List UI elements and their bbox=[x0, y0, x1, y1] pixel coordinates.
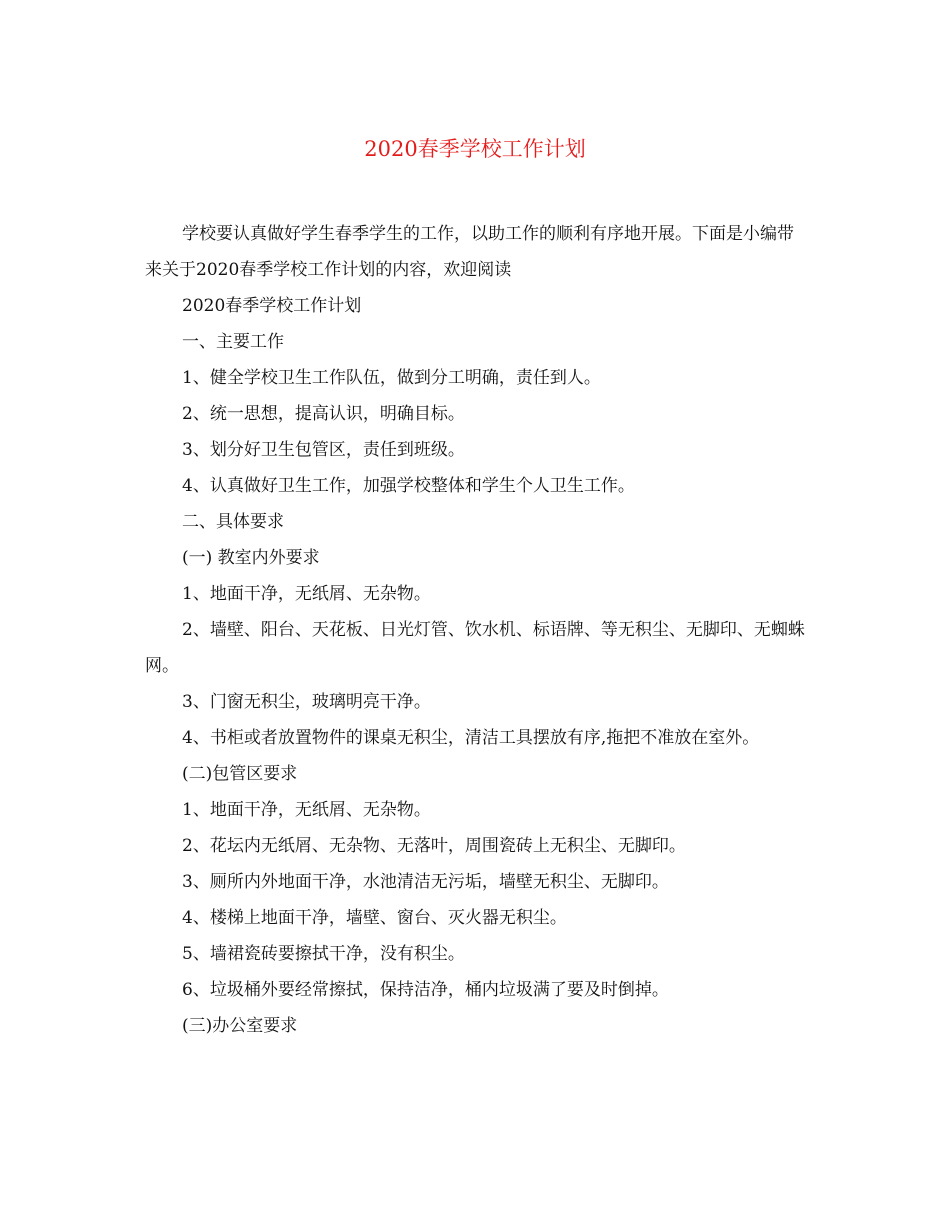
subsection-heading-area: (二)包管区要求 bbox=[182, 764, 298, 784]
list-item: 1、健全学校卫生工作队伍，做到分工明确，责任到人。 bbox=[182, 368, 601, 388]
list-item: 4、书柜或者放置物件的课桌无积尘，清洁工具摆放有序,拖把不准放在室外。 bbox=[182, 728, 760, 748]
list-item: 2、墙壁、阳台、天花板、日光灯管、饮水机、标语牌、等无积尘、无脚印、无蜘蛛网。 bbox=[145, 620, 805, 676]
list-item: 3、门窗无积尘，玻璃明亮干净。 bbox=[182, 692, 431, 712]
section-heading-requirements: 二、具体要求 bbox=[182, 512, 284, 532]
list-item: 6、垃圾桶外要经常擦拭，保持洁净，桶内垃圾满了要及时倒掉。 bbox=[182, 980, 669, 1000]
subsection-heading-office: (三)办公室要求 bbox=[182, 1016, 298, 1036]
document-body bbox=[145, 216, 805, 1044]
subtitle-paragraph: 2020春季学校工作计划 bbox=[182, 296, 362, 316]
list-item: 4、认真做好卫生工作，加强学校整体和学生个人卫生工作。 bbox=[182, 476, 635, 496]
section-heading-main-work: 一、主要工作 bbox=[182, 332, 284, 352]
list-item: 3、厕所内外地面干净，水池清洁无污垢，墙壁无积尘、无脚印。 bbox=[182, 872, 669, 892]
list-item: 5、墙裙瓷砖要擦拭干净，没有积尘。 bbox=[182, 944, 465, 964]
list-item: 3、划分好卫生包管区，责任到班级。 bbox=[182, 440, 465, 460]
list-item: 2、统一思想，提高认识，明确目标。 bbox=[182, 404, 465, 424]
list-item: 2、花坛内无纸屑、无杂物、无落叶，周围瓷砖上无积尘、无脚印。 bbox=[182, 836, 686, 856]
subsection-heading-classroom: (一) 教室内外要求 bbox=[182, 548, 320, 568]
document-title: 2020春季学校工作计划 bbox=[364, 137, 586, 161]
list-item: 1、地面干净，无纸屑、无杂物。 bbox=[182, 584, 431, 604]
intro-paragraph: 学校要认真做好学生春季学生的工作，以助工作的顺利有序地开展。下面是小编带来关于2020春季学校工作计划的内容，欢迎阅读 bbox=[145, 224, 794, 280]
list-item: 4、楼梯上地面干净，墙壁、窗台、灭火器无积尘。 bbox=[182, 908, 567, 928]
list-item: 1、地面干净，无纸屑、无杂物。 bbox=[182, 800, 431, 820]
